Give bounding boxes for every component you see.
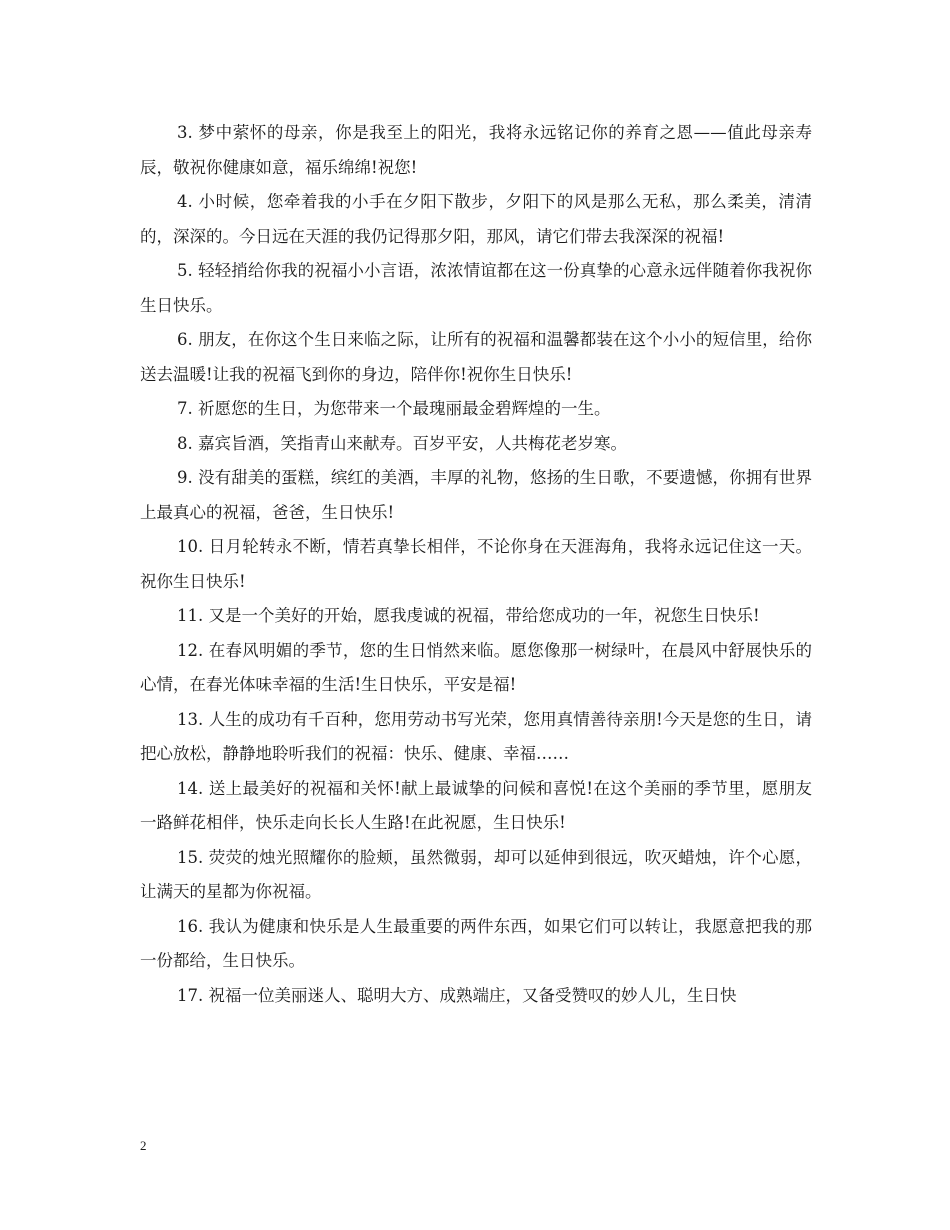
paragraph-16: 16. 我认为健康和快乐是人生最重要的两件东西，如果它们可以转让，我愿意把我的那一份都给，生日快乐。	[140, 916, 812, 970]
paragraph-8: 8. 嘉宾旨酒，笑指青山来献寿。百岁平安，人共梅花老岁寒。	[177, 433, 627, 453]
paragraph-10: 10. 日月轮转永不断，情若真挚长相伴，不论你身在天涯海角，我将永远记住这一天。祝你生日快乐!	[140, 537, 812, 591]
paragraph-4: 4. 小时候，您牵着我的小手在夕阳下散步，夕阳下的风是那么无私，那么柔美，清清的，深深的。今日远在天涯的我仍记得那夕阳，那风，请它们带去我深深的祝福!	[140, 192, 812, 246]
paragraph-11: 11. 又是一个美好的开始，愿我虔诚的祝福，带给您成功的一年，祝您生日快乐!	[177, 606, 760, 625]
paragraph-15: 15. 荧荧的烛光照耀你的脸颊，虽然微弱，却可以延伸到很远，吹灭蜡烛，许个心愿，让满天的星都为你祝福。	[140, 847, 812, 901]
paragraph-6: 6. 朋友，在你这个生日来临之际，让所有的祝福和温馨都装在这个小小的短信里，给你送去温暖!让我的祝福飞到你的身边，陪伴你!祝你生日快乐!	[140, 330, 812, 384]
paragraph-7: 7. 祈愿您的生日，为您带来一个最瑰丽最金碧辉煌的一生。	[177, 399, 611, 418]
paragraph-14: 14. 送上最美好的祝福和关怀!献上最诚挚的问候和喜悦!在这个美丽的季节里，愿朋友一路鲜花相伴，快乐走向长长人生路!在此祝愿，生日快乐!	[140, 778, 812, 832]
paragraph-13: 13. 人生的成功有千百种，您用劳动书写光荣，您用真情善待亲朋!今天是您的生日，请把心放松，静静地聆听我们的祝福：快乐、健康、幸福……	[140, 709, 812, 763]
paragraph-3: 3. 梦中萦怀的母亲，你是我至上的阳光，我将永远铭记你的养育之恩——值此母亲寿辰，敬祝你健康如意，福乐绵绵!祝您!	[140, 123, 812, 177]
paragraph-5: 5. 轻轻捎给你我的祝福小小言语，浓浓情谊都在这一份真挚的心意永远伴随着你我祝你生日快乐。	[140, 261, 812, 315]
page-number: 2	[140, 1138, 147, 1153]
paragraph-9: 9. 没有甜美的蛋糕，缤红的美酒，丰厚的礼物，悠扬的生日歌，不要遗憾，你拥有世界上最真心的祝福，爸爸，生日快乐!	[140, 468, 812, 522]
paragraph-12: 12. 在春风明媚的季节，您的生日悄然来临。愿您像那一树绿叶，在晨风中舒展快乐的心情，在春光体味幸福的生活!生日快乐，平安是福!	[140, 640, 812, 694]
document-body	[140, 116, 812, 1013]
paragraph-17: 17. 祝福一位美丽迷人、聪明大方、成熟端庄，又备受赞叹的妙人儿，生日快	[177, 985, 737, 1005]
